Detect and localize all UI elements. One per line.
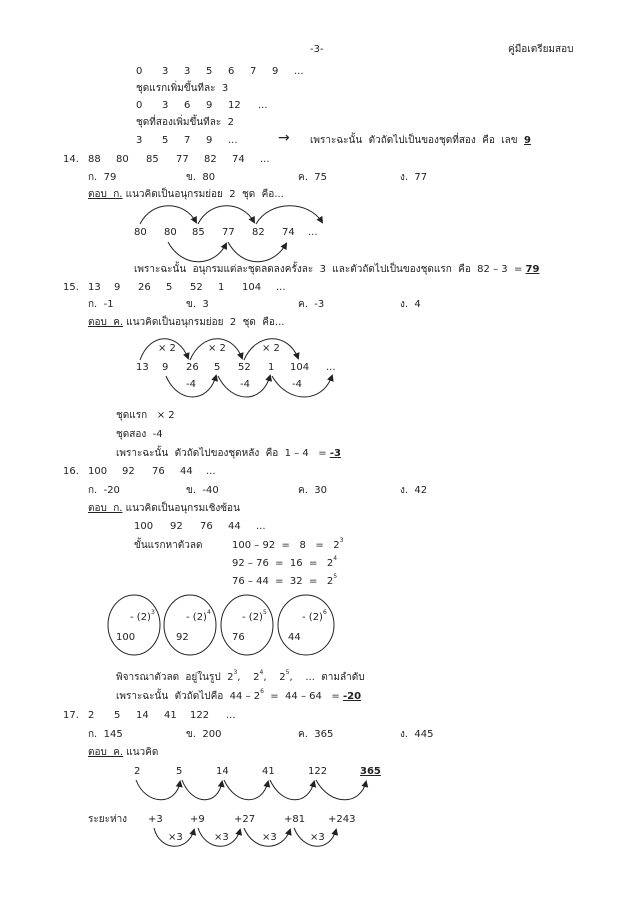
minus-label: -4 bbox=[292, 379, 302, 390]
q16-oval bbox=[278, 595, 334, 655]
oval-expr: - (2) bbox=[242, 612, 263, 623]
answer-line bbox=[88, 503, 240, 515]
answer-line bbox=[88, 317, 284, 329]
choice-b: ข. 200 bbox=[186, 729, 222, 740]
seq-term: 5 bbox=[206, 66, 213, 77]
conclusion-text: เพราะฉะนั้น อนุกรมแต่ละชุดลดลงครั้งละ 3 และตัวถัดไปเป็นของชุดแรก คือ 82 – 3 = bbox=[134, 264, 523, 275]
seq-term: 104 bbox=[290, 362, 310, 373]
answer: -3 bbox=[329, 448, 341, 459]
set1-label: ชุดแรกเพิ่มขึ้นทีละ 3 bbox=[136, 83, 229, 94]
seq-term: 100 bbox=[134, 521, 154, 532]
seq-term: 5 bbox=[162, 135, 169, 146]
choice-c: ค. 365 bbox=[298, 729, 334, 740]
seq-term: ... bbox=[294, 66, 304, 77]
exponent: 5 bbox=[333, 573, 338, 580]
answer-label: ตอบ ค. bbox=[88, 747, 124, 758]
gap-value: +9 bbox=[190, 814, 205, 825]
seq-term: 80 bbox=[134, 227, 147, 238]
seq-term: 92 bbox=[122, 466, 135, 477]
consider-line: พิจารณาตัวลด อยู่ในรูป $2^3$, $2^4$, $2^5$, ... ตามลำดับ bbox=[116, 669, 365, 683]
seq-term: 122 bbox=[308, 766, 328, 777]
seq-term: 9 bbox=[114, 282, 121, 293]
seq-term: 2 bbox=[88, 710, 95, 721]
answer: 9 bbox=[523, 135, 531, 146]
method-text: แนวคิดเป็นอนุกรมย่อย 2 ชุด คือ... bbox=[125, 189, 284, 200]
seq-term: 9 bbox=[272, 66, 279, 77]
choice-b: ข. 80 bbox=[186, 172, 216, 183]
exponent: 6 bbox=[322, 609, 327, 616]
times-label: × 2 bbox=[262, 343, 280, 354]
q14-conclusion bbox=[134, 264, 539, 276]
answer: -20 bbox=[342, 691, 362, 702]
q16-conclusion bbox=[116, 688, 362, 703]
seq-term: 82 bbox=[204, 154, 217, 165]
seq-term: 92 bbox=[170, 521, 183, 532]
set2-label: ชุดที่สองเพิ่มขึ้นทีละ 2 bbox=[136, 117, 234, 128]
seq-term: 100 bbox=[88, 466, 108, 477]
exponent: 4 bbox=[333, 555, 338, 562]
seq-term: ... bbox=[326, 362, 336, 373]
seq-term: ... bbox=[258, 100, 268, 111]
oval-bottom: 100 bbox=[116, 632, 136, 643]
q16-oval bbox=[108, 595, 160, 655]
diff-expr: 76 – 44 = 32 = 2 bbox=[232, 576, 334, 587]
q15-arc-under bbox=[272, 376, 332, 397]
seq-term: 5 bbox=[176, 766, 183, 777]
question-number: 15. bbox=[63, 282, 79, 293]
seq-term: 77 bbox=[222, 227, 235, 238]
seq-term: 85 bbox=[146, 154, 159, 165]
seq-term: 80 bbox=[164, 227, 177, 238]
method-text: แนวคิด bbox=[126, 747, 159, 758]
oval-bottom: 76 bbox=[232, 632, 245, 643]
q15-conclusion bbox=[116, 448, 341, 460]
seq-term: 6 bbox=[228, 66, 235, 77]
answer: 365 bbox=[360, 766, 381, 777]
seq-term: 5 bbox=[214, 362, 221, 373]
q16-oval bbox=[164, 595, 216, 655]
set1-text: ชุดแรก × 2 bbox=[116, 410, 175, 421]
seq-term: 76 bbox=[152, 466, 165, 477]
seq-term: 52 bbox=[238, 362, 251, 373]
exponent: 5 bbox=[262, 609, 267, 616]
seq-term: ... bbox=[260, 154, 270, 165]
seq-term: 74 bbox=[282, 227, 295, 238]
oval-bottom: 44 bbox=[288, 632, 301, 643]
top-conclusion bbox=[310, 135, 531, 147]
seq-term: 5 bbox=[166, 282, 173, 293]
seq-term: ... bbox=[308, 227, 318, 238]
times-label: × 2 bbox=[208, 343, 226, 354]
oval-top bbox=[130, 609, 155, 624]
seq-term: 0 bbox=[136, 100, 143, 111]
seq-term: 1 bbox=[218, 282, 225, 293]
seq-term: 3 bbox=[184, 66, 191, 77]
seq-term: 14 bbox=[136, 710, 149, 721]
seq-term: 41 bbox=[262, 766, 275, 777]
seq-term: 85 bbox=[192, 227, 205, 238]
seq-term: 41 bbox=[164, 710, 177, 721]
seq-term: 5 bbox=[114, 710, 121, 721]
q14-arc-over bbox=[256, 206, 322, 224]
book-title: คู่มือเตรียมสอบ bbox=[508, 44, 574, 55]
choice-d: ง. 445 bbox=[400, 729, 434, 740]
choice-c: ค. 75 bbox=[298, 172, 327, 183]
q14-arc-over bbox=[140, 206, 196, 224]
exponent: 3 bbox=[150, 609, 155, 616]
q16-oval bbox=[221, 595, 273, 655]
seq-term: ... bbox=[228, 135, 238, 146]
choice-a: ก. -20 bbox=[88, 485, 120, 496]
consider-tail: ... ตามลำดับ bbox=[305, 672, 365, 683]
exponent: 6 bbox=[260, 688, 264, 695]
seq-term: 122 bbox=[190, 710, 210, 721]
consider-text: พิจารณาตัวลด อยู่ในรูป 2 bbox=[116, 672, 234, 683]
times-label: ×3 bbox=[214, 832, 229, 843]
seq-term: 88 bbox=[88, 154, 101, 165]
diff-row bbox=[232, 555, 338, 570]
seq-term: 76 bbox=[200, 521, 213, 532]
choice-d: ง. 4 bbox=[400, 299, 421, 310]
seq-term: 7 bbox=[184, 135, 191, 146]
seq-term: 82 bbox=[252, 227, 265, 238]
question-number: 16. bbox=[63, 466, 79, 477]
seq-term: 3 bbox=[136, 135, 143, 146]
answer-label: ตอบ ก. bbox=[88, 189, 123, 200]
seq-term: 1 bbox=[268, 362, 275, 373]
gap-value: +81 bbox=[284, 814, 306, 825]
gap-value: +3 bbox=[148, 814, 163, 825]
conclusion-text: เพราะฉะนั้น ตัวถัดไปคือ 44 – 2 bbox=[116, 691, 261, 702]
choice-c: ค. -3 bbox=[298, 299, 325, 310]
choice-d: ง. 77 bbox=[400, 172, 428, 183]
diff-row bbox=[232, 537, 344, 552]
page-number: -3- bbox=[310, 44, 324, 55]
exponent: 3 bbox=[339, 537, 344, 544]
minus-label: -4 bbox=[186, 379, 196, 390]
answer-label: ตอบ ค. bbox=[88, 317, 124, 328]
seq-term: 77 bbox=[176, 154, 189, 165]
oval-top bbox=[302, 609, 327, 624]
answer: 79 bbox=[525, 264, 540, 275]
seq-term: ... bbox=[276, 282, 286, 293]
seq-term: 14 bbox=[216, 766, 229, 777]
exponent: 4 bbox=[259, 669, 264, 676]
times-label: ×3 bbox=[262, 832, 277, 843]
seq-term: 6 bbox=[184, 100, 191, 111]
seq-term: 26 bbox=[186, 362, 199, 373]
seq-term: ... bbox=[256, 521, 266, 532]
conclusion-text: = 44 – 64 = bbox=[263, 691, 340, 702]
oval-top bbox=[242, 609, 267, 624]
exponent: 4 bbox=[206, 609, 211, 616]
oval-expr: - (2) bbox=[186, 612, 207, 623]
seq-term: ... bbox=[206, 466, 216, 477]
set2-text: ชุดสอง -4 bbox=[116, 429, 163, 440]
seq-term: 26 bbox=[138, 282, 151, 293]
seq-term: 7 bbox=[250, 66, 257, 77]
exponent: 5 bbox=[285, 669, 290, 676]
question-number: 17. bbox=[63, 710, 79, 721]
right-arrow-icon: → bbox=[278, 130, 290, 146]
method-text: แนวคิดเป็นอนุกรมเชิงซ้อน bbox=[125, 503, 240, 514]
oval-expr: - (2) bbox=[130, 612, 151, 623]
oval-expr: - (2) bbox=[302, 612, 323, 623]
seq-term: 9 bbox=[206, 135, 213, 146]
choice-b: ข. 3 bbox=[186, 299, 209, 310]
answer-label: ตอบ ก. bbox=[88, 503, 123, 514]
choice-d: ง. 42 bbox=[400, 485, 428, 496]
seq-term: 13 bbox=[88, 282, 101, 293]
q17-arc bbox=[136, 780, 180, 800]
seq-term: ... bbox=[226, 710, 236, 721]
q14-arc-over bbox=[198, 206, 254, 224]
answer-line bbox=[88, 747, 158, 759]
choice-c: ค. 30 bbox=[298, 485, 327, 496]
seq-term: 13 bbox=[136, 362, 149, 373]
conclusion-text: เพราะฉะนั้น ตัวถัดไปของชุดหลัง คือ 1 – 4 = bbox=[116, 448, 327, 459]
q17-arc bbox=[182, 780, 222, 800]
seq-term: 3 bbox=[162, 100, 169, 111]
oval-bottom: 92 bbox=[176, 632, 189, 643]
gap-label: ระยะห่าง bbox=[88, 814, 128, 825]
question-number: 14. bbox=[63, 154, 79, 165]
exponent: 3 bbox=[233, 669, 238, 676]
diff-expr: 92 – 76 = 16 = 2 bbox=[232, 558, 334, 569]
seq-term: 12 bbox=[228, 100, 241, 111]
seq-term: 104 bbox=[242, 282, 262, 293]
seq-term: 52 bbox=[190, 282, 203, 293]
seq-term: 0 bbox=[136, 66, 143, 77]
oval-top bbox=[186, 609, 211, 624]
minus-label: -4 bbox=[240, 379, 250, 390]
answer-line bbox=[88, 189, 284, 201]
seq-term: 3 bbox=[162, 66, 169, 77]
method-text: แนวคิดเป็นอนุกรมย่อย 2 ชุด คือ... bbox=[126, 317, 285, 328]
diff-row bbox=[232, 573, 338, 588]
seq-term: 9 bbox=[206, 100, 213, 111]
choice-b: ข. -40 bbox=[186, 485, 219, 496]
q14-arc-under bbox=[228, 242, 286, 262]
choice-a: ก. -1 bbox=[88, 299, 114, 310]
times-label: ×3 bbox=[168, 832, 183, 843]
q17-arc bbox=[270, 780, 314, 800]
q17-arc bbox=[316, 780, 366, 800]
conclusion-text: เพราะฉะนั้น ตัวถัดไปเป็นของชุดที่สอง คือ เลข bbox=[310, 135, 518, 146]
diff-expr: 100 – 92 = 8 = 2 bbox=[232, 540, 340, 551]
times-label: ×3 bbox=[310, 832, 325, 843]
seq-term: 74 bbox=[232, 154, 245, 165]
seq-term: 80 bbox=[116, 154, 129, 165]
q17-arc bbox=[224, 780, 268, 800]
gap-value: +27 bbox=[234, 814, 256, 825]
times-label: × 2 bbox=[158, 343, 176, 354]
seq-term: 2 bbox=[134, 766, 141, 777]
seq-term: 44 bbox=[180, 466, 193, 477]
seq-term: 9 bbox=[162, 362, 169, 373]
choice-a: ก. 145 bbox=[88, 729, 123, 740]
choice-a: ก. 79 bbox=[88, 172, 117, 183]
step-label: ขั้นแรกหาตัวลด bbox=[134, 540, 203, 551]
gap-value: +243 bbox=[328, 814, 356, 825]
q14-arc-under bbox=[168, 242, 226, 262]
seq-term: 44 bbox=[228, 521, 241, 532]
